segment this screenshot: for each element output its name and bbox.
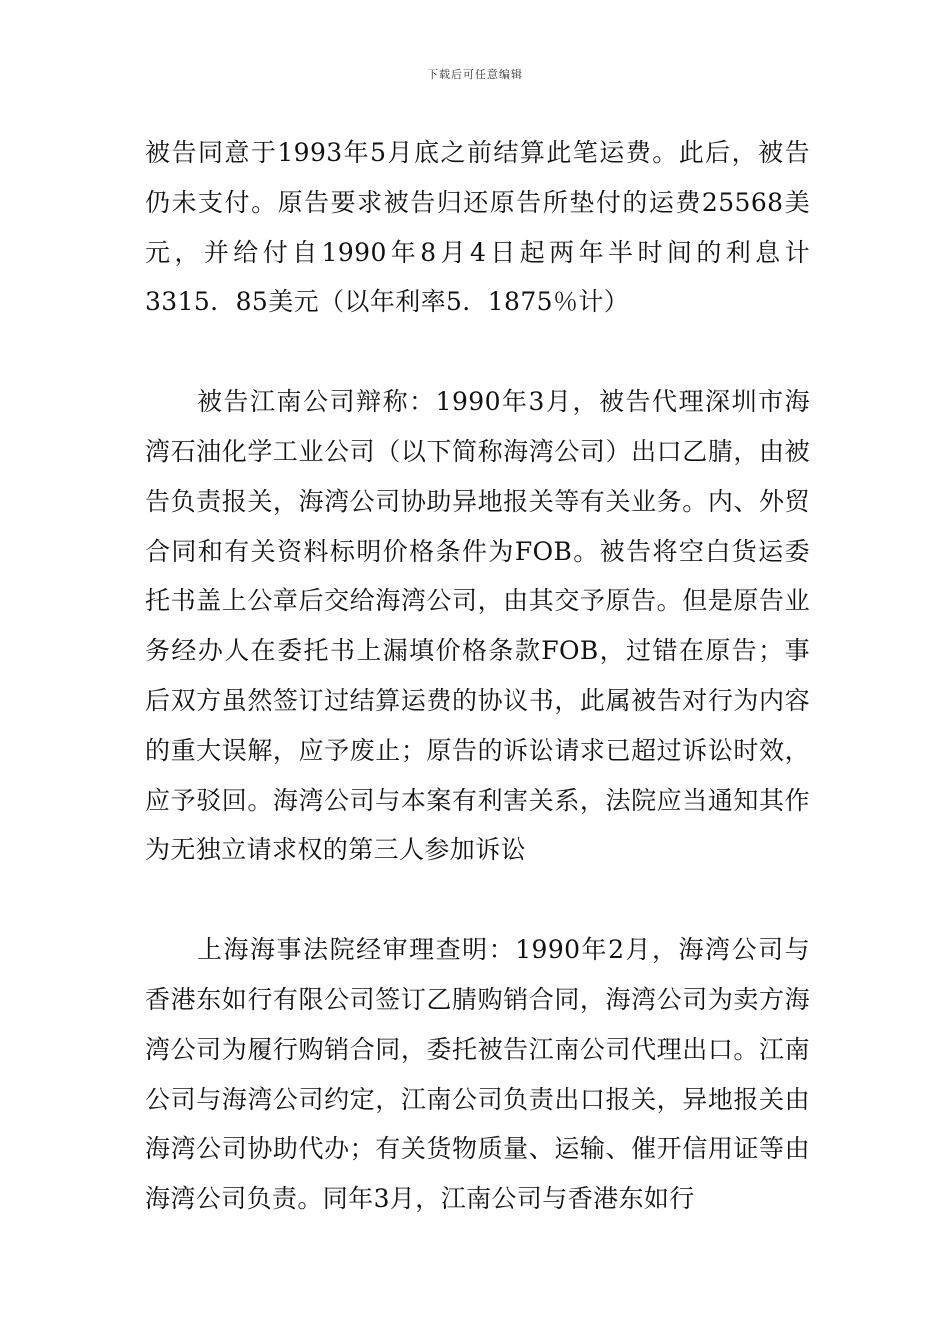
paragraph-1: 被告同意于1993年5月底之前结算此笔运费。此后，被告仍未支付。原告要求被告归还原告所垫付的运费25568美元，并给付自1990年8月4日起两年半时间的利息计3315．85美元（以年利率5．1875％计） [145,138,810,317]
page-header: 下载后可任意编辑 [427,68,523,81]
paragraph-spacer [145,327,810,377]
paragraph-3: 上海海事法院经审理查明：1990年2月，海湾公司与香港东如行有限公司签订乙腈购销合同，海湾公司为卖方海湾公司为履行购销合同，委托被告江南公司代理出口。江南公司与海湾公司约定，江南公司负责出口报关，异地报关由海湾公司协助代办；有关货物质量、运输、催开信用证等由海湾公司负责。同年3月，江南公司与香港东如行 [145,935,810,1214]
document-body [145,128,810,1224]
paragraph-spacer [145,875,810,925]
paragraph-2: 被告江南公司辩称：1990年3月，被告代理深圳市海湾石油化学工业公司（以下简称海湾公司）出口乙腈，由被告负责报关，海湾公司协助异地报关等有关业务。内、外贸合同和有关资料标明价格条件为FOB。被告将空白货运委托书盖上公章后交给海湾公司，由其交予原告。但是原告业务经办人在委托书上漏填价格条款FOB，过错在原告；事后双方虽然签订过结算运费的协议书，此属被告对行为内容的重大误解，应予废止；原告的诉讼请求已超过诉讼时效，应予驳回。海湾公司与本案有利害关系，法院应当通知其作为无独立请求权的第三人参加诉讼 [145,387,810,865]
